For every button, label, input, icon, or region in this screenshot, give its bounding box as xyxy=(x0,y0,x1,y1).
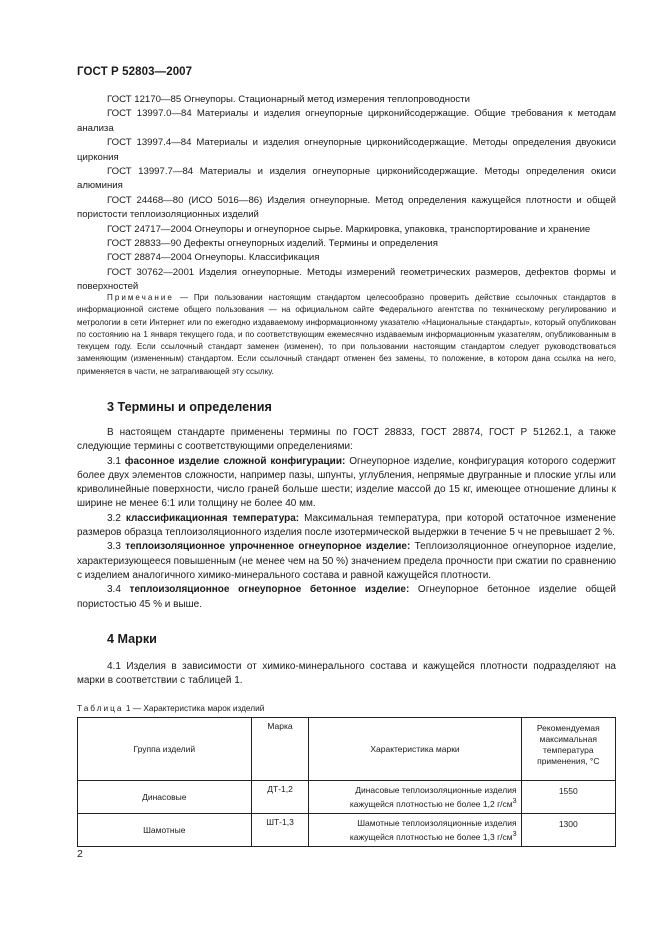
marks-section-body xyxy=(77,660,616,689)
references-note xyxy=(77,292,616,378)
reference-item: ГОСТ 30762—2001 Изделия огнеупорные. Методы измерений геометрических размеров, дефектов формы и поверхностей xyxy=(77,266,616,293)
document-code-header: ГОСТ Р 52803—2007 xyxy=(77,66,193,78)
term-definition: Максимальная температура, при которой остаточное изменение размеров образца теплоизоляционного изделия после изотермической выдержки в течение 5 ч не превышает 2 %. xyxy=(77,512,616,539)
term-number: 3.1 xyxy=(107,455,121,467)
table-caption xyxy=(77,703,264,713)
cell-characteristic: Шамотные теплоизоляционные изделия кажущейся плотностью не более 1,3 $г/см^3$ xyxy=(309,814,521,847)
table-row xyxy=(78,781,616,814)
cell-mark: ШТ-1,3 xyxy=(251,814,309,847)
normative-references-list xyxy=(77,93,616,295)
marks-paragraph: 4.1 Изделия в зависимости от химико-минерального состава и кажущейся плотности подразделяют на марки в соответствии с таблицей 1. xyxy=(77,661,616,687)
term-title: теплоизоляционное огнеупорное бетонное изделие: xyxy=(129,584,410,596)
term-number: 3.4 xyxy=(107,584,121,596)
cell-mark: ДТ-1,2 xyxy=(251,781,309,814)
term-definition: Теплоизоляционное огнеупорное изделие, характеризующееся повышенным (не менее чем на 50 %) значением предела прочности при сжатии по сравнению с изделием аналогичного химико-минерального состава и равной кажущейся плотности. xyxy=(77,541,616,581)
reference-item: ГОСТ 13997.7—84 Материалы и изделия огнеупорные цирконийсодержащие. Методы определения окиси алюминия xyxy=(77,166,616,192)
header-temperature: Рекомендуемая максимальная температура применения, °С xyxy=(521,718,615,781)
table-caption-text: 1 — Характеристика марок изделий xyxy=(123,703,265,713)
cell-characteristic: Динасовые теплоизоляционные изделия кажущейся плотностью не более 1,2 $г/см^3$ xyxy=(309,781,521,814)
reference-item: ГОСТ 13997.4—84 Материалы и изделия огнеупорные цирконийсодержащие. Методы определения двуокиси циркония xyxy=(77,137,616,163)
term-title: классификационная температура: xyxy=(125,512,300,524)
marks-table xyxy=(77,717,616,847)
reference-item: ГОСТ 28833—90 Дефекты огнеупорных изделий. Термины и определения xyxy=(107,238,438,250)
table-caption-label: Таблица xyxy=(77,703,124,713)
reference-item: ГОСТ 28874—2004 Огнеупоры. Классификация xyxy=(107,252,320,264)
page-number: 2 xyxy=(77,848,83,860)
terms-section-body xyxy=(77,426,616,612)
note-label: Примечание xyxy=(107,293,174,302)
term-definition: Огнеупорное изделие, конфигурация которого содержит более двух элементов сложности, например пазы, шпунты, углубления, непрямые двугранные и плоские углы или криволинейные поверхности, число граней больше шести; изделие массой до 15 кг, имеющее отношение длины к ширине не менее 6:1 или толщину не более 40 мм. xyxy=(77,455,617,510)
term-number: 3.2 xyxy=(107,512,121,524)
cell-temperature: 1550 xyxy=(521,781,615,814)
term-entry xyxy=(77,512,616,541)
header-characteristic: Характеристика марки xyxy=(309,718,521,781)
cell-temperature: 1300 xyxy=(521,814,615,847)
cell-group: Шамотные xyxy=(78,814,252,847)
table-header-row xyxy=(78,718,616,781)
term-entry xyxy=(77,583,616,612)
header-mark: Марка xyxy=(251,718,309,781)
section-heading-marks: 4 Марки xyxy=(107,632,157,646)
term-title: теплоизоляционное упрочненное огнеупорное изделие: xyxy=(125,541,411,553)
reference-item: ГОСТ 12170—85 Огнеупоры. Стационарный метод измерения теплопроводности xyxy=(107,94,470,105)
terms-intro: В настоящем стандарте применены термины по ГОСТ 28833, ГОСТ 28874, ГОСТ Р 51262.1, а также следующие термины с соответствующими определениями: xyxy=(77,427,616,453)
table-row xyxy=(78,814,616,847)
term-entry xyxy=(77,455,616,512)
section-heading-terms: 3 Термины и определения xyxy=(107,400,272,414)
reference-item: ГОСТ 13997.0—84 Материалы и изделия огнеупорные цирконийсодержащие. Общие требования к методам анализа xyxy=(77,108,616,134)
term-entry xyxy=(77,540,616,583)
reference-item: ГОСТ 24468—80 (ИСО 5016—86) Изделия огнеупорные. Метод определения кажущейся плотности и общей пористости теплоизоляционных изделий xyxy=(77,194,616,221)
term-definition: Огнеупорное бетонное изделие общей пористостью 45 % и выше. xyxy=(77,584,617,610)
term-title: фасонное изделие сложной конфигурации: xyxy=(124,455,346,467)
note-text: — При пользовании настоящим стандартом целесообразно проверить действие ссылочных стандартов в информационной системе общего пользования — на официальном сайте Федерального агентства по техническому регулированию и метрологии в сети Интернет или по ежегодно издаваемому информационному указателю «Национальные стандарты», который опубликован по состоянию на 1 января текущего года, и по соответствующим ежемесячно издаваемым информационным указателям, опубликованным в текущем году. Если ссылочный стандарт заменен (изменен), то при пользовании настоящим стандартом следует руководствоваться заменяющим (измененным) стандартом. Если ссылочный стандарт отменен без замены, то положение, в котором дана ссылка на него, применяется в части, не затрагивающей эту ссылку. xyxy=(77,293,616,376)
header-group: Группа изделий xyxy=(78,718,252,781)
cell-group: Динасовые xyxy=(78,781,252,814)
reference-item: ГОСТ 24717—2004 Огнеупоры и огнеупорное сырье. Маркировка, упаковка, транспортирование и хранение xyxy=(107,223,591,235)
term-number: 3.3 xyxy=(107,541,121,553)
